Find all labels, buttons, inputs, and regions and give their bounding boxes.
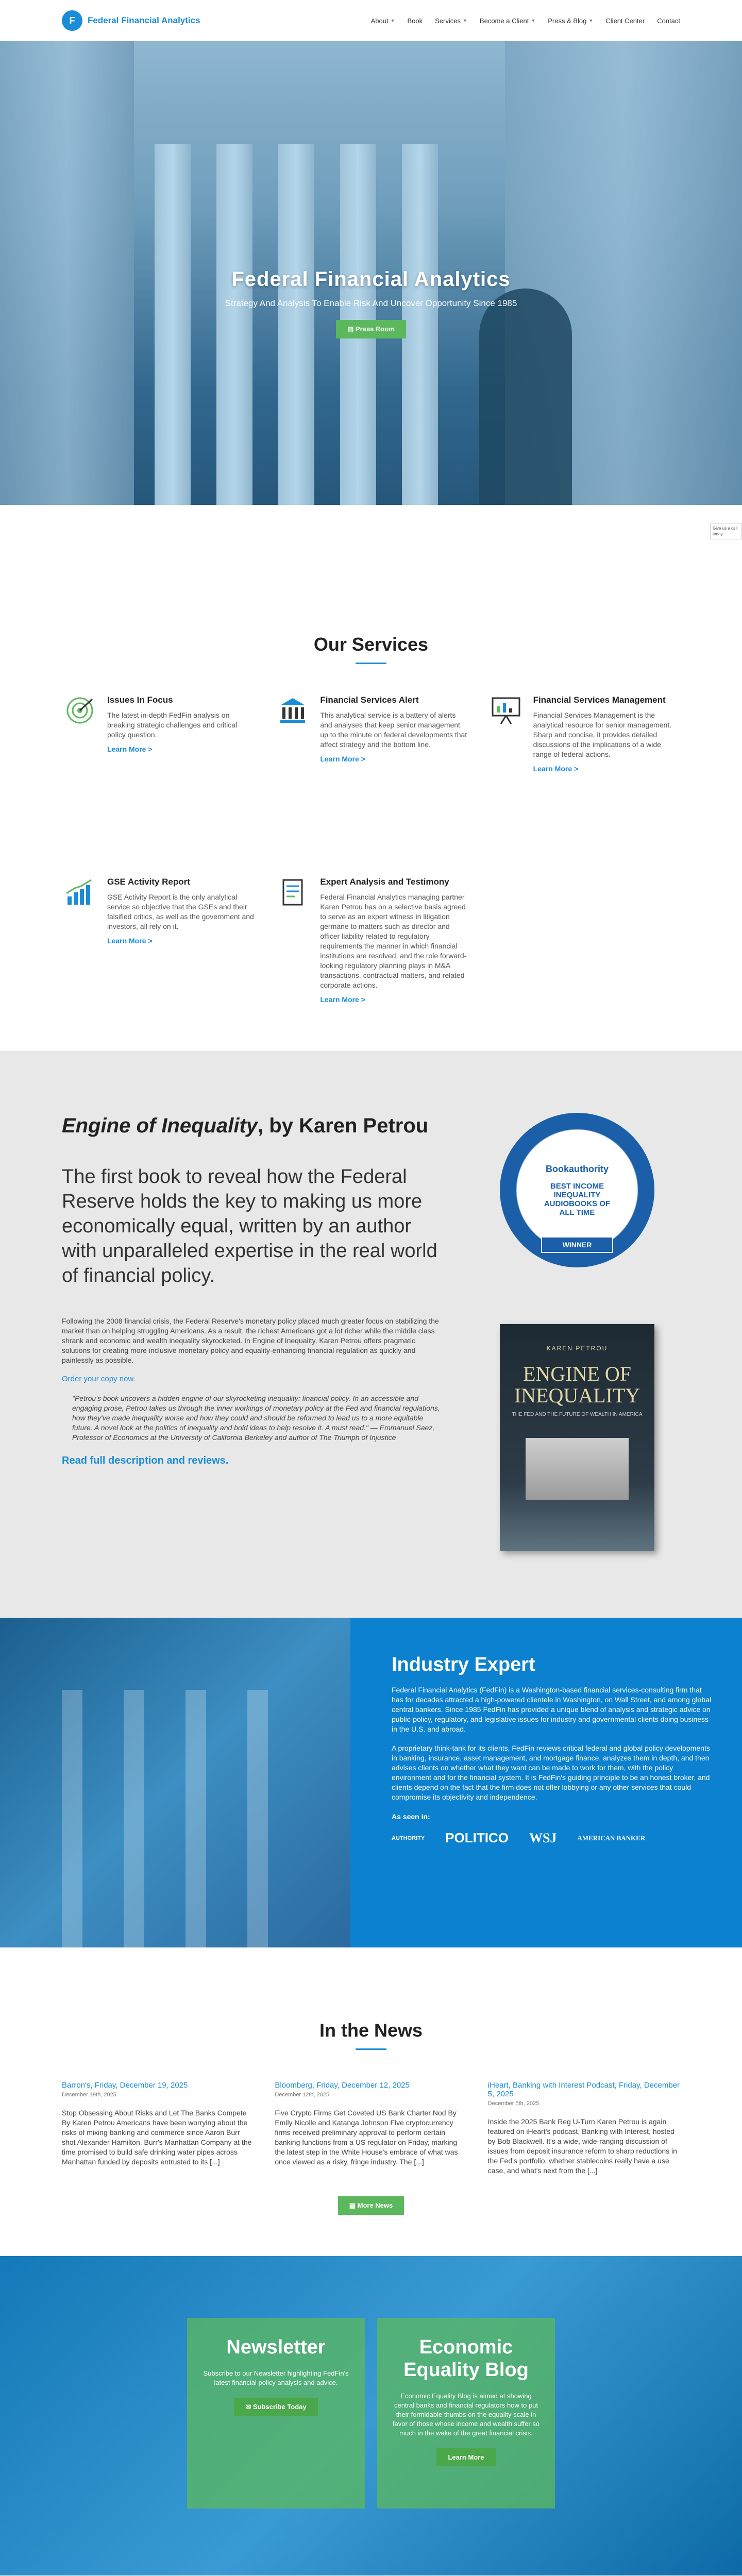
book-pitch: The first book to reveal how the Federal Reserve holds the key to making us more economically equal, written by an author with unparalleled expertise in the real world of financial policy. [62,1166,437,1286]
book-body: Following the 2008 financial crisis, the Federal Reserve's monetary policy placed much greater focus on stabilizing the market than on helping struggling Americans. As a result, the richest Americans got a lot richer while the middle class shrank and economic and wealth inequality skyrocketed. In Engine of Inequality, Karen Petrou offers pragmatic solutions for creating more inclusive monetary policy and equality-enhancing financial regulation as quickly and painlessly as possible. [62,1317,439,1364]
learn-more-link[interactable]: Learn More > [533,765,579,773]
service-text: GSE Activity Report is the only analytical service so objective that the GSEs and their falsified critics, as well as the government and investors, all rely on it. [107,893,254,930]
title-divider [356,2048,386,2050]
learn-more-link[interactable]: Learn More > [320,995,365,1004]
news-source-link[interactable]: iHeart, Banking with Interest Podcast, Friday, December 5, 2025 [487,2081,680,2098]
subscribe-button[interactable]: ✉ Subscribe Today [234,2398,317,2416]
learn-more-link[interactable]: Learn More > [107,937,153,945]
nav-item-client-center[interactable]: Client Center [605,16,645,25]
learn-more-button[interactable]: Learn More [436,2448,495,2466]
service-text: This analytical service is a battery of alerts and analyses that keep senior management up to the minute on federal developments that affect strategy and the bottom line. [320,711,467,749]
news-section [0,1947,742,2256]
target-icon [62,695,98,726]
news-source-link[interactable]: Bloomberg, Friday, December 12, 2025 [275,2081,410,2090]
service-title: Issues In Focus [107,695,173,705]
chevron-down-icon: ▼ [588,18,594,23]
document-icon [275,877,311,908]
column-shape [62,1690,82,1947]
expert-paragraph: A proprietary think-tank for its clients, FedFin reviews critical federal and global policy developments in banking, insurance, asset management, and mortgage finance, analyzes them in depth, and then advises clients on whether what they want can be made to work for them, with the policy environment and for the financial system. It is FedFin's guiding principle to be an honest broker, and clients depend on the fact that the firm does not offer lobbying or any other services that could compromise its objectivity and independence. [392,1744,710,1801]
column-shape [247,1690,268,1947]
spacer [0,505,742,608]
newsletter-title: Newsletter [226,2336,326,2358]
expert-paragraph: Federal Financial Analytics (FedFin) is a Washington-based financial services-consulting firm that has for decades attracted a high-powered clientele in Washington, on Wall Street, and among global central bankers. Since 1985 FedFin has provided a unique blend of analysis and strategic advice on public-policy, regulatory, and legislative issues for industry and governmental clients doing business in the U.S. and abroad. [392,1686,711,1733]
news-item [62,2081,254,2176]
side-callout[interactable]: Give us a call today. [710,523,742,539]
newsletter-card [187,2318,365,2509]
service-text: Federal Financial Analytics managing partner Karen Petrou has on a selective basis agreed to serve as an expert witness in litigation germane to matters such as director and officer liability related to regulatory requirements the manner in which financial institutions are resolved, and the role forward-looking regulatory planning plays in M&A transactions, contractual matters, and related corporate actions. [320,893,467,989]
learn-more-link[interactable]: Learn More > [320,755,365,763]
book-section [0,1051,742,1618]
expert-building-image [0,1618,350,1947]
logo-american-banker: AMERICAN BANKER [577,1834,646,1842]
service-title: Financial Services Management [533,695,666,705]
blog-card [377,2318,555,2509]
news-item [488,2081,680,2176]
news-item [275,2081,467,2176]
news-source-link[interactable]: Barron's, Friday, December 19, 2025 [62,2081,188,2090]
brand-logo-icon: F [62,10,82,31]
services-title: Our Services [313,634,429,655]
service-text: The latest in-depth FedFin analysis on breaking strategic challenges and critical policy question. [107,711,238,739]
book-cover-image[interactable] [500,1324,654,1551]
blog-text: Economic Equality Blog is aimed at showing central banks and financial regulators how to put their formidable thumbs on the equality scale in favor of those whose income and wealth suffer so much in the wake of the great financial crisis. [392,2392,540,2437]
newsletter-text: Subscribe to our Newsletter highlighting FedFin's latest financial policy analysis and advice. [203,2369,349,2386]
chevron-down-icon: ▼ [531,18,536,23]
column-shape [124,1690,144,1947]
news-date: December 5th, 2025 [487,2100,539,2107]
book-quote: "Petrou's book uncovers a hidden engine of our skyrocketing inequality: financial policy. In an accessible and engaging prose, Petrou takes us through the inner workings of monetary policy at the Fed and financial regulations, how they've made inequality worse and how they could and should be reformed to lead us to a more equitable future. A novel look at the politics of inequality and bold ideas to help resolve it. A must read." — Emmanuel Saez, Professor of Economics at the University of California Berkeley and author of The Triumph of Injustice [72,1394,440,1442]
service-card [488,695,680,774]
press-logos [392,1830,711,1846]
industry-expert-section [0,1618,742,1947]
learn-more-link[interactable]: Learn More > [107,745,153,753]
as-seen-in-label: As seen in: [392,1812,430,1821]
badge-text: BEST INCOME INEQUALITY AUDIOBOOKS OF ALL TIME [544,1181,611,1217]
service-card [62,877,254,1005]
more-news-button[interactable]: ▤ More News [338,2196,404,2215]
news-excerpt: Stop Obsessing About Risks and Let The Banks Compete By Karen Petrou Americans have been worrying about the risks of mixing banking and commerce since Aaron Burr shot Alexander Hamilton. Burr's Manhattan Company at the time promised to build safe drinking water pipes across Manhattan funded by deposits entrusted to its [...] [62,2109,252,2166]
service-title: Expert Analysis and Testimony [320,877,449,887]
blog-title: Economic Equality Blog [403,2336,529,2381]
presentation-icon [488,695,524,726]
brand-name: Federal Financial Analytics [88,15,200,25]
nav-item-book[interactable]: Book [407,16,423,25]
service-card [275,877,467,1005]
cover-author: KAREN PETROU [546,1345,608,1352]
chart-icon [62,877,98,908]
press-room-button[interactable]: ▤ Press Room [336,320,406,338]
book-title: Engine of Inequality, by Karen Petrou [62,1114,429,1137]
site-header [0,0,742,41]
award-badge [500,1113,654,1267]
nav-item-about[interactable]: About ▼ [370,16,395,25]
news-excerpt: Five Crypto Firms Get Coveted US Bank Charter Nod By Emily Nicolle and Katanga Johnson Five cryptocurrency firms received preliminary approval to perform certain banking functions from a US regulator on Friday, marking the latest step in the White House's embrace of what was once viewed as a risky, fringe industry. The [...] [275,2109,458,2166]
badge-brand: Bookauthority [545,1163,609,1174]
news-date: December 12th, 2025 [275,2092,330,2098]
hero-subtitle: Strategy And Analysis To Enable Risk And Uncover Opportunity Since 1985 [225,298,517,308]
service-title: GSE Activity Report [107,877,190,887]
service-title: Financial Services Alert [320,695,419,705]
cover-subtitle: THE FED AND THE FUTURE OF WEALTH IN AMERICA [512,1412,643,1417]
title-divider [356,663,386,664]
hero-title: Federal Financial Analytics [231,268,511,291]
news-date: December 19th, 2025 [62,2092,116,2098]
read-reviews-link[interactable]: Read full description and reviews. [62,1455,229,1466]
cover-title: ENGINE OF INEQUALITY [514,1362,640,1407]
services-section [0,608,742,1051]
nav-item-become-client[interactable]: Become a Client ▼ [479,16,536,25]
brand[interactable] [62,10,200,31]
main-nav [371,17,680,25]
news-excerpt: Inside the 2025 Bank Reg U-Turn Karen Petrou is again featured on iHeart's podcast, Banking with Interest, hosted by Bob Blackwell. It's a wide, wide-ranging discussion of issues from deposit insurance reform to sharp reductions in the Fed's portfolio, whether stablecoins really have a use case, and what's next from the [...] [487,2117,677,2175]
order-link[interactable]: Order your copy now. [62,1375,136,1383]
cover-building-image [526,1438,629,1500]
expert-title: Industry Expert [392,1654,535,1675]
column-shape [185,1690,206,1947]
hero [0,41,742,505]
nav-item-press-blog[interactable]: Press & Blog ▼ [548,16,594,25]
nav-item-services[interactable]: Services ▼ [435,16,467,25]
nav-item-contact[interactable]: Contact [657,16,680,25]
newsletter-blog-section [0,2256,742,2575]
service-text: Financial Services Management is the analytical resource for senior management. Sharp and concise, it provides detailed discussions of the implications of a wide range of federal actions. [533,711,672,758]
logo-politico: POLITICO [445,1830,509,1845]
news-title: In the News [319,2020,423,2041]
logo-wsj: WSJ [529,1830,557,1845]
service-card [62,695,254,774]
logo-authority: AUTHORITY [392,1835,425,1841]
service-card [275,695,467,774]
badge-ribbon: WINNER [541,1236,614,1253]
chevron-down-icon: ▼ [463,18,467,23]
hero-text [0,268,742,338]
bank-icon [275,695,311,726]
chevron-down-icon: ▼ [390,18,395,23]
